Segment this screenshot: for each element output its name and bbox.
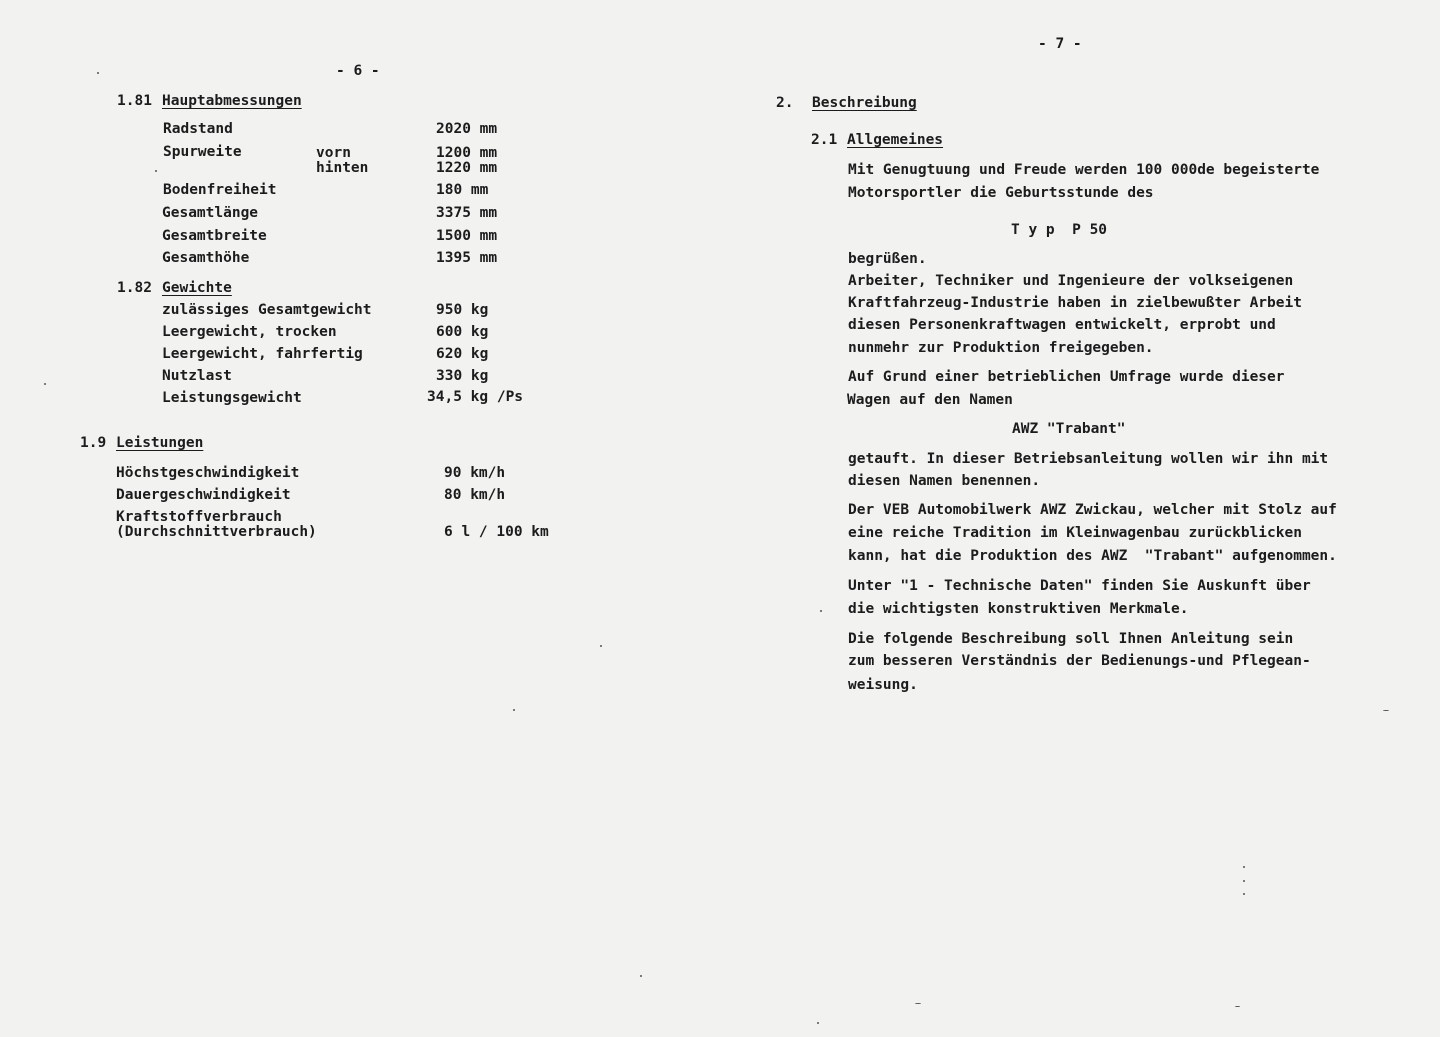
spec-label: zulässiges Gesamtgewicht <box>162 302 372 318</box>
spec-value: 950 kg <box>436 302 489 318</box>
spec-value: 34,5 kg /Ps <box>427 389 524 405</box>
text-line: zum besseren Verständnis der Bedienungs-und Pflegean- <box>848 653 1311 669</box>
scan-speck <box>513 709 515 711</box>
scan-speck <box>640 975 642 977</box>
spec-value: 1200 mm <box>436 145 498 161</box>
spec-label: Gesamthöhe <box>162 250 250 266</box>
spec-value: 6 l / 100 km <box>444 524 549 540</box>
section-heading: Gewichte <box>162 280 232 296</box>
spec-label: Gesamtbreite <box>162 228 267 244</box>
spec-label: (Durchschnittverbrauch) <box>116 524 317 540</box>
text-line: Auf Grund einer betrieblichen Umfrage wurde dieser <box>848 369 1285 385</box>
spec-label: Dauergeschwindigkeit <box>116 487 291 503</box>
text-line: eine reiche Tradition im Kleinwagenbau zurückblicken <box>848 525 1302 541</box>
spec-value: 600 kg <box>436 324 489 340</box>
scan-speck <box>1243 880 1245 882</box>
text-line: diesen Personenkraftwagen entwickelt, erprobt und <box>848 317 1276 333</box>
spec-value: 1500 mm <box>436 228 498 244</box>
section-number: 2.1 <box>811 132 838 148</box>
spec-value: 180 mm <box>436 182 489 198</box>
text-line: die wichtigsten konstruktiven Merkmale. <box>848 601 1189 617</box>
scan-speck <box>1235 1006 1240 1007</box>
text-line: Unter "1 - Technische Daten" finden Sie Auskunft über <box>848 578 1311 594</box>
vehicle-name: AWZ "Trabant" <box>1012 421 1126 437</box>
spec-value: 3375 mm <box>436 205 498 221</box>
text-line: begrüßen. <box>848 251 927 267</box>
text-line: kann, hat die Produktion des AWZ "Trabant" aufgenommen. <box>848 548 1337 564</box>
text-line: diesen Namen benennen. <box>848 473 1041 489</box>
spec-label: Kraftstoffverbrauch <box>116 509 282 525</box>
section-number: 2. <box>776 95 794 111</box>
section-heading: Beschreibung <box>812 95 917 111</box>
page-number: - 7 - <box>1038 36 1082 52</box>
scan-speck <box>1243 866 1245 868</box>
text-line: Motorsportler die Geburtsstunde des <box>848 185 1154 201</box>
text-line: getauft. In dieser Betriebsanleitung wollen wir ihn mit <box>848 451 1329 467</box>
scan-speck <box>915 1003 921 1004</box>
spec-value: 1220 mm <box>436 160 498 176</box>
section-heading: Leistungen <box>116 435 204 451</box>
scan-speck <box>97 72 99 74</box>
section-number: 1.81 <box>117 93 152 109</box>
text-line: nunmehr zur Produktion freigegeben. <box>848 340 1154 356</box>
model-name: T y p P 50 <box>1011 222 1108 238</box>
spec-label: Leistungsgewicht <box>162 390 302 406</box>
text-line: weisung. <box>848 677 918 693</box>
section-heading: Hauptabmessungen <box>162 93 302 109</box>
spec-label: Bodenfreiheit <box>163 182 277 198</box>
spec-value: 2020 mm <box>436 121 498 137</box>
scan-speck <box>820 610 822 612</box>
page-number: - 6 - <box>336 63 380 79</box>
scan-speck <box>817 1022 819 1024</box>
spec-value: 1395 mm <box>436 250 498 266</box>
spec-label: Leergewicht, fahrfertig <box>162 346 363 362</box>
text-line: Kraftfahrzeug-Industrie haben in zielbewußter Arbeit <box>848 295 1302 311</box>
spec-label: Gesamtlänge <box>162 205 259 221</box>
spec-sublabel: hinten <box>316 160 369 176</box>
text-line: Wagen auf den Namen <box>847 392 1013 408</box>
spec-label: Leergewicht, trocken <box>162 324 337 340</box>
spec-label: Radstand <box>163 121 233 137</box>
spec-label: Spurweite <box>163 144 242 160</box>
spec-value: 620 kg <box>436 346 489 362</box>
spec-value: 330 kg <box>436 368 489 384</box>
text-line: Mit Genugtuung und Freude werden 100 000de begeisterte <box>848 162 1320 178</box>
scan-speck <box>600 645 602 647</box>
spec-sublabel: vorn <box>316 145 351 161</box>
scan-speck <box>1383 710 1389 711</box>
scan-speck <box>44 383 46 385</box>
section-number: 1.82 <box>117 280 152 296</box>
scan-speck <box>155 170 157 172</box>
scan-speck <box>1243 893 1245 895</box>
spec-value: 90 km/h <box>444 465 506 481</box>
section-heading: Allgemeines <box>847 132 944 148</box>
spec-label: Nutzlast <box>162 368 232 384</box>
text-line: Der VEB Automobilwerk AWZ Zwickau, welcher mit Stolz auf <box>848 502 1337 518</box>
section-number: 1.9 <box>80 435 107 451</box>
text-line: Arbeiter, Techniker und Ingenieure der volkseigenen <box>848 273 1294 289</box>
text-line: Die folgende Beschreibung soll Ihnen Anleitung sein <box>848 631 1294 647</box>
spec-value: 80 km/h <box>444 487 506 503</box>
spec-label: Höchstgeschwindigkeit <box>116 465 300 481</box>
right-page <box>720 0 1440 1037</box>
